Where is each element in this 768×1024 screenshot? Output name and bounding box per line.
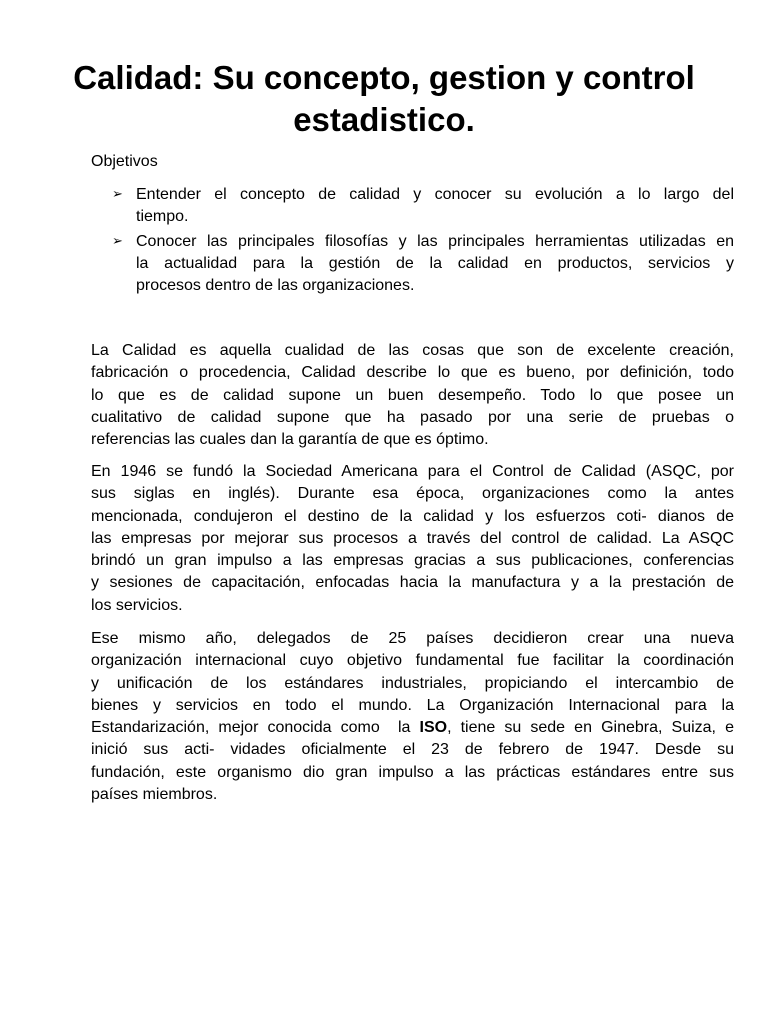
- text-line: bienes y servicios en todo el mundo. La Organización Internacional para la: [91, 696, 734, 714]
- objective-item: [112, 231, 734, 298]
- text-line: [91, 717, 734, 739]
- text-run: Estandarización, mejor conocida como la: [91, 719, 420, 737]
- text-line: países miembros.: [91, 786, 218, 804]
- text-line: organización internacional cuyo objetivo fundamental fue facilitar la coordinación: [91, 652, 734, 670]
- text-line: cualitativo de calidad supone que ha pasado por una serie de pruebas o: [91, 408, 734, 426]
- text-line: referencias las cuales dan la garantía de que es óptimo.: [91, 431, 489, 449]
- text-line: brindó un gran impulso a las empresas gracias a sus publicaciones, conferencias: [91, 552, 734, 570]
- objectives-list: [112, 184, 734, 299]
- text-line: Ese mismo año, delegados de 25 países decidieron crear una nueva: [91, 630, 734, 647]
- text-line: Conocer las principales filosofías y las principales herramientas utilizadas en: [136, 232, 734, 250]
- paragraph-calidad-definition: [91, 340, 734, 451]
- iso-acronym: ISO: [419, 719, 448, 737]
- text-line: y unificación de los estándares industriales, propiciando el intercambio de: [91, 674, 734, 692]
- text-line: la actualidad para la gestión de la calidad en productos, servicios y: [136, 254, 734, 272]
- text-line: lo que es de calidad supone un buen desempeño. Todo lo que posee un: [91, 386, 734, 404]
- text-run: , tiene su sede en Ginebra, Suiza, e: [447, 719, 734, 737]
- title-line: estadistico.: [293, 101, 475, 138]
- text-line: las empresas por mejorar sus procesos a través del control de calidad. La ASQC: [91, 529, 734, 547]
- arrow-bullet-icon: ➢: [112, 233, 123, 249]
- paragraph-asqc-history: [91, 461, 734, 617]
- document-title: [0, 57, 768, 141]
- text-line: tiempo.: [136, 208, 189, 226]
- text-line: inició sus acti- vidades oficialmente el 23 de febrero de 1947. Desde su: [91, 741, 734, 759]
- text-line: sus siglas en inglés). Durante esa época, organizaciones como la antes: [91, 485, 734, 503]
- arrow-bullet-icon: ➢: [112, 187, 123, 202]
- text-line: procesos dentro de las organizaciones.: [136, 277, 415, 295]
- text-line: fabricación o procedencia, Calidad describe lo que es bueno, por definición, todo: [91, 364, 734, 382]
- text-line: Entender el concepto de calidad y conocer su evolución a lo largo del: [136, 186, 734, 203]
- text-line: En 1946 se fundó la Sociedad Americana para el Control de Calidad (ASQC, por: [91, 463, 734, 480]
- objective-item: [112, 184, 734, 229]
- paragraph-iso-history: [91, 628, 734, 806]
- text-line: La Calidad es aquella cualidad de las cosas que son de excelente creación,: [91, 342, 734, 359]
- text-line: fundación, este organismo dio gran impulso a las prácticas estándares entre sus: [91, 763, 734, 781]
- text-line: mencionada, condujeron el destino de la calidad y los esfuerzos coti- dianos de: [91, 507, 734, 525]
- title-line: Calidad: Su concepto, gestion y control: [73, 59, 695, 96]
- text-line: los servicios.: [91, 596, 183, 614]
- objectives-heading: Objetivos: [91, 153, 158, 170]
- text-line: y sesiones de capacitación, enfocadas hacia la manufactura y a la prestación de: [91, 574, 734, 592]
